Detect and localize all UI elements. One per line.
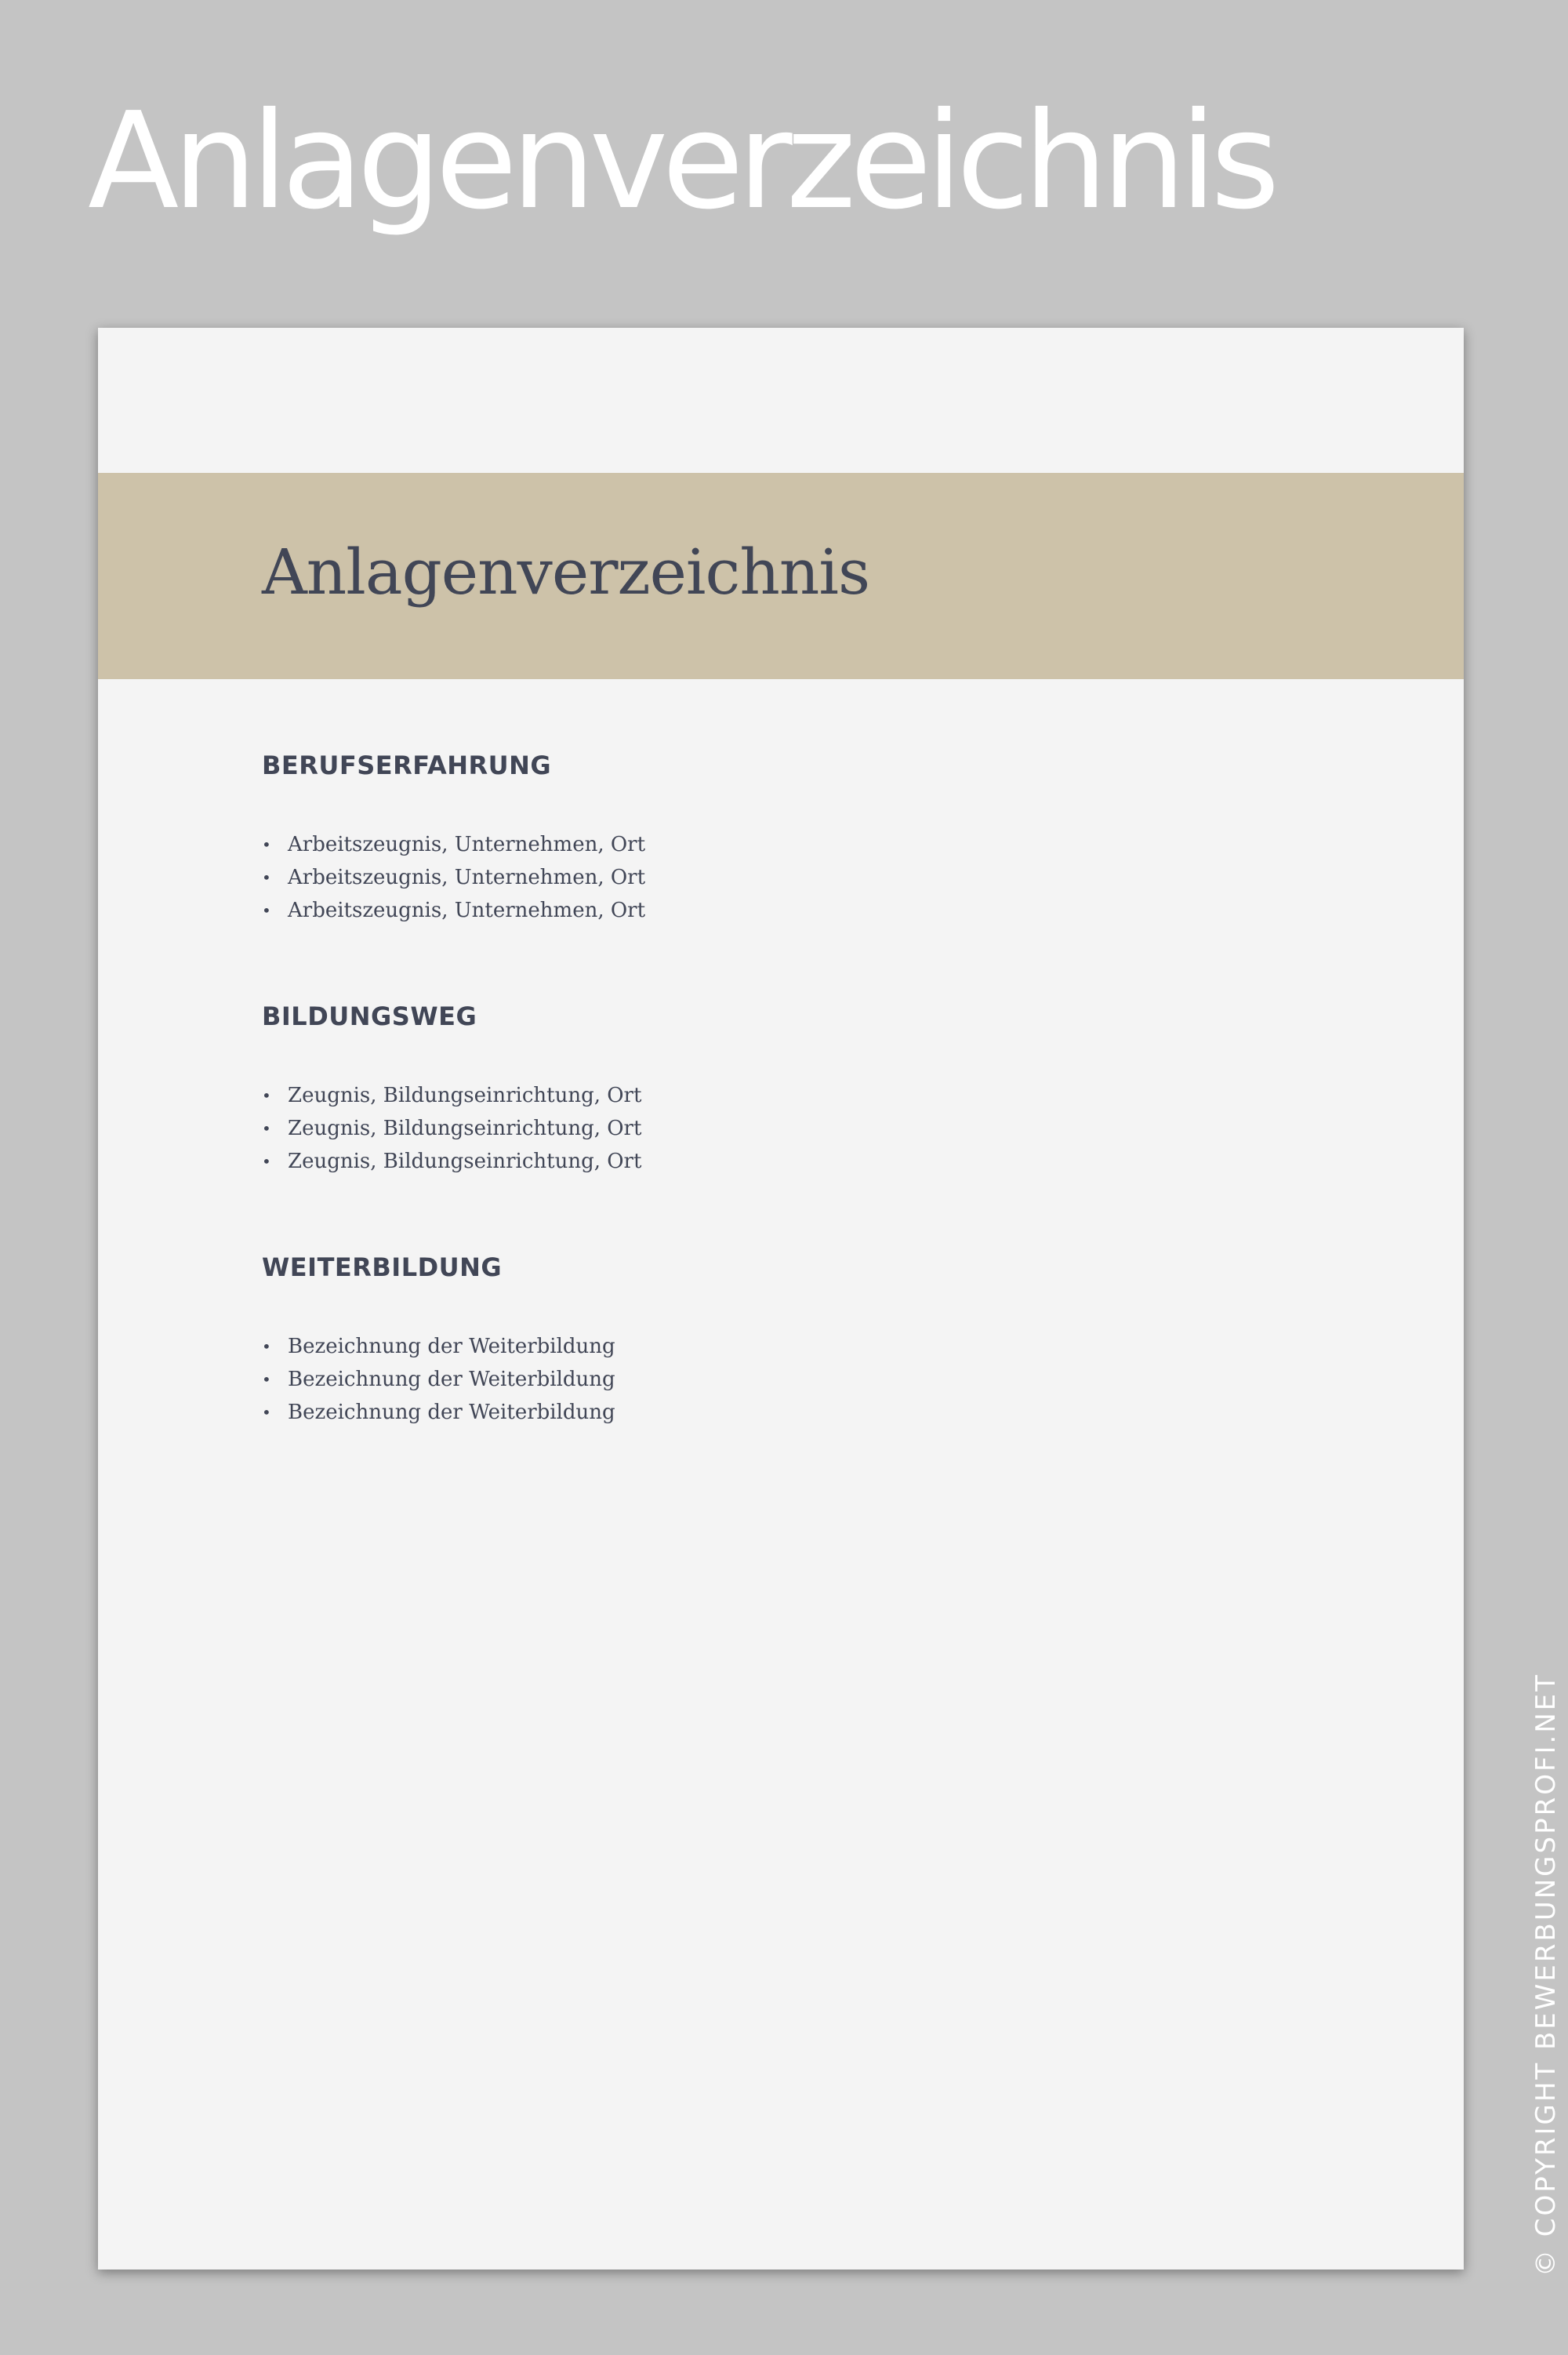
- bullet-icon: •: [262, 868, 271, 887]
- document-page: [98, 328, 1464, 2270]
- title-band: [98, 473, 1464, 679]
- list-item-text: Arbeitszeugnis, Unternehmen, Ort: [288, 899, 646, 922]
- section-weiterbildung: [262, 1250, 1281, 1501]
- attachment-list: [262, 1330, 1281, 1429]
- list-item-text: Arbeitszeugnis, Unternehmen, Ort: [288, 866, 646, 889]
- bullet-icon: •: [262, 1370, 271, 1389]
- document-title: Anlagenverzeichnis: [262, 536, 870, 609]
- section-heading: BILDUNGSWEG: [262, 1001, 477, 1031]
- list-item-text: Bezeichnung der Weiterbildung: [288, 1401, 615, 1424]
- bullet-icon: •: [262, 901, 271, 920]
- list-item: [262, 828, 1281, 861]
- list-item-text: Zeugnis, Bildungseinrichtung, Ort: [288, 1084, 642, 1107]
- list-item-text: Bezeichnung der Weiterbildung: [288, 1368, 615, 1391]
- list-item: [262, 1079, 1281, 1112]
- section-heading: WEITERBILDUNG: [262, 1252, 503, 1282]
- bullet-icon: •: [262, 1086, 271, 1105]
- list-item: [262, 1330, 1281, 1363]
- list-item-text: Arbeitszeugnis, Unternehmen, Ort: [288, 833, 646, 856]
- bullet-icon: •: [262, 1337, 271, 1356]
- bullet-icon: •: [262, 835, 271, 854]
- attachment-list: [262, 828, 1281, 927]
- list-item: [262, 1396, 1281, 1429]
- copyright-notice: © COPYRIGHT BEWERBUNGSPROFI.NET: [1530, 1672, 1562, 2277]
- list-item: [262, 894, 1281, 927]
- bullet-icon: •: [262, 1152, 271, 1171]
- section-heading: BERUFSERFAHRUNG: [262, 750, 552, 780]
- list-item: [262, 1363, 1281, 1396]
- document-content: [262, 748, 1281, 1501]
- bullet-icon: •: [262, 1119, 271, 1138]
- attachment-list: [262, 1079, 1281, 1178]
- list-item-text: Zeugnis, Bildungseinrichtung, Ort: [288, 1117, 642, 1140]
- poster-title: Anlagenverzeichnis: [88, 84, 1274, 239]
- section-bildungsweg: [262, 999, 1281, 1250]
- list-item-text: Bezeichnung der Weiterbildung: [288, 1335, 615, 1358]
- list-item: [262, 1112, 1281, 1145]
- list-item-text: Zeugnis, Bildungseinrichtung, Ort: [288, 1150, 642, 1173]
- bullet-icon: •: [262, 1403, 271, 1422]
- section-berufserfahrung: [262, 748, 1281, 999]
- list-item: [262, 861, 1281, 894]
- list-item: [262, 1145, 1281, 1178]
